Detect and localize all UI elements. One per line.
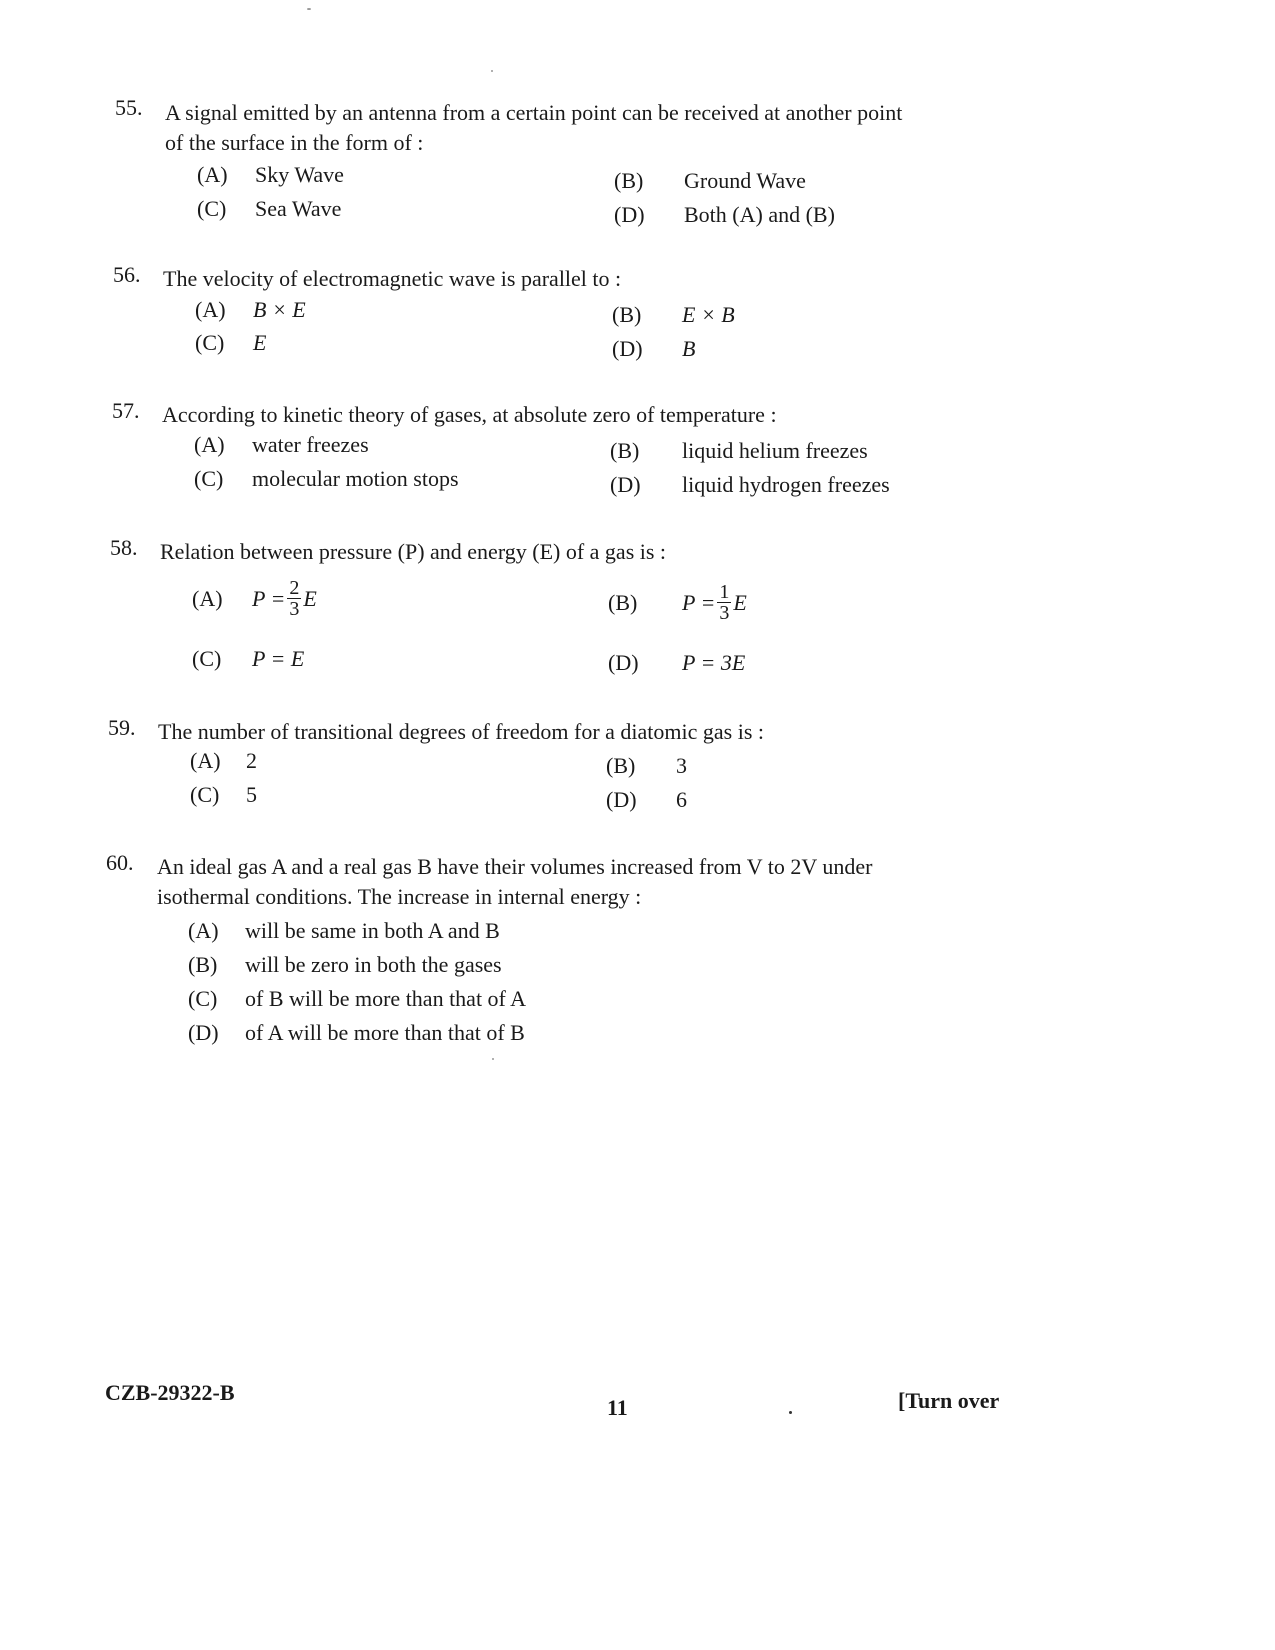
option-text: 5	[246, 782, 257, 807]
page-number: 11	[607, 1395, 628, 1420]
option-d	[606, 787, 687, 813]
fraction-denominator: 3	[289, 598, 300, 620]
question-number: 55.	[115, 95, 143, 120]
option-a	[195, 297, 306, 323]
paper-code: CZB-29322-B	[105, 1380, 235, 1405]
option-text: E × B	[682, 302, 735, 327]
option-d	[614, 202, 835, 228]
fraction	[717, 582, 731, 623]
option-lhs: P =	[682, 589, 716, 615]
option-d	[610, 472, 890, 498]
option-label: (A)	[197, 162, 228, 187]
scan-speck	[492, 1058, 494, 1060]
fraction-denominator: 3	[719, 602, 730, 624]
option-label: (A)	[194, 432, 225, 457]
option-text: will be zero in both the gases	[245, 952, 502, 977]
option-d	[608, 650, 745, 676]
option-b	[614, 168, 806, 194]
option-b	[612, 302, 735, 328]
option-label: (C)	[195, 330, 225, 355]
option-text: Ground Wave	[684, 168, 806, 193]
option-label: (C)	[194, 466, 224, 491]
fraction	[287, 578, 301, 619]
question-number: 60.	[106, 850, 134, 875]
question-text: The number of transitional degrees of freedom for a diatomic gas is :	[158, 719, 765, 744]
option-label: (A)	[195, 297, 226, 322]
option-b	[608, 582, 747, 623]
option-rhs: E	[733, 589, 747, 615]
option-label: (B)	[614, 168, 644, 193]
option-text: 3	[676, 753, 687, 778]
option-a	[194, 432, 369, 458]
question-number: 59.	[108, 715, 136, 740]
option-a	[190, 748, 257, 774]
option-text: P = 3E	[682, 650, 746, 675]
fraction-numerator: 2	[289, 577, 300, 599]
option-label: (B)	[608, 589, 638, 615]
question-number: 57.	[112, 398, 140, 423]
option-text: of A will be more than that of B	[245, 1020, 525, 1045]
option-lhs: P =	[252, 585, 286, 611]
option-text: Sea Wave	[255, 196, 342, 221]
question-number: 56.	[113, 262, 141, 287]
option-text: Sky Wave	[255, 162, 344, 187]
option-label: (D)	[188, 1020, 219, 1045]
option-text: B × E	[253, 297, 306, 322]
option-label: (C)	[188, 986, 218, 1011]
option-label: (B)	[610, 438, 640, 463]
option-label: (A)	[188, 918, 219, 943]
question-number: 58.	[110, 535, 138, 560]
option-text: will be same in both A and B	[245, 918, 500, 943]
fraction-numerator: 1	[719, 581, 730, 603]
option-c	[197, 196, 341, 222]
option-label: (C)	[190, 782, 220, 807]
option-label: (D)	[610, 472, 641, 497]
option-label: (C)	[192, 646, 222, 671]
option-label: (A)	[192, 585, 223, 611]
option-c	[195, 330, 266, 356]
question-text: Relation between pressure (P) and energy (E) of a gas is :	[160, 539, 667, 564]
option-label: (D)	[608, 650, 639, 675]
option-text: 2	[246, 748, 257, 773]
option-text: of B will be more than that of A	[245, 986, 527, 1011]
option-c	[194, 466, 459, 492]
option-label: (B)	[612, 302, 642, 327]
turn-over-note: [Turn over	[898, 1388, 1000, 1413]
option-text: Both (A) and (B)	[684, 202, 835, 227]
option-b	[606, 753, 687, 779]
option-text: liquid hydrogen freezes	[682, 472, 890, 497]
option-c	[190, 782, 257, 808]
option-label: (D)	[614, 202, 645, 227]
option-a	[197, 162, 344, 188]
option-a	[192, 578, 317, 619]
option-text: liquid helium freezes	[682, 438, 868, 463]
question-text: According to kinetic theory of gases, at absolute zero of temperature :	[162, 402, 777, 427]
option-d	[612, 336, 695, 362]
scan-speck	[491, 70, 493, 72]
scan-speck	[307, 8, 311, 10]
option-c	[192, 646, 304, 672]
option-text: molecular motion stops	[252, 466, 459, 491]
option-label: (B)	[606, 753, 636, 778]
option-c	[188, 986, 526, 1012]
option-label: (C)	[197, 196, 227, 221]
option-a	[188, 918, 500, 944]
option-label: (A)	[190, 748, 221, 773]
option-rhs: E	[303, 585, 317, 611]
scan-speck	[789, 1411, 792, 1414]
option-text: E	[253, 330, 267, 355]
option-text: 6	[676, 787, 687, 812]
option-text: B	[682, 336, 696, 361]
question-text: The velocity of electromagnetic wave is parallel to :	[163, 266, 622, 291]
question-text: An ideal gas A and a real gas B have their volumes increased from V to 2V under isothermal conditions. The increase in internal energy :	[157, 854, 873, 909]
option-text: P = E	[252, 646, 305, 671]
option-d	[188, 1020, 525, 1046]
question-text: A signal emitted by an antenna from a certain point can be received at another point of the surface in the form of :	[165, 100, 903, 155]
option-b	[188, 952, 502, 978]
option-b	[610, 438, 868, 464]
option-label: (D)	[612, 336, 643, 361]
option-label: (D)	[606, 787, 637, 812]
option-label: (B)	[188, 952, 218, 977]
option-text: water freezes	[252, 432, 369, 457]
